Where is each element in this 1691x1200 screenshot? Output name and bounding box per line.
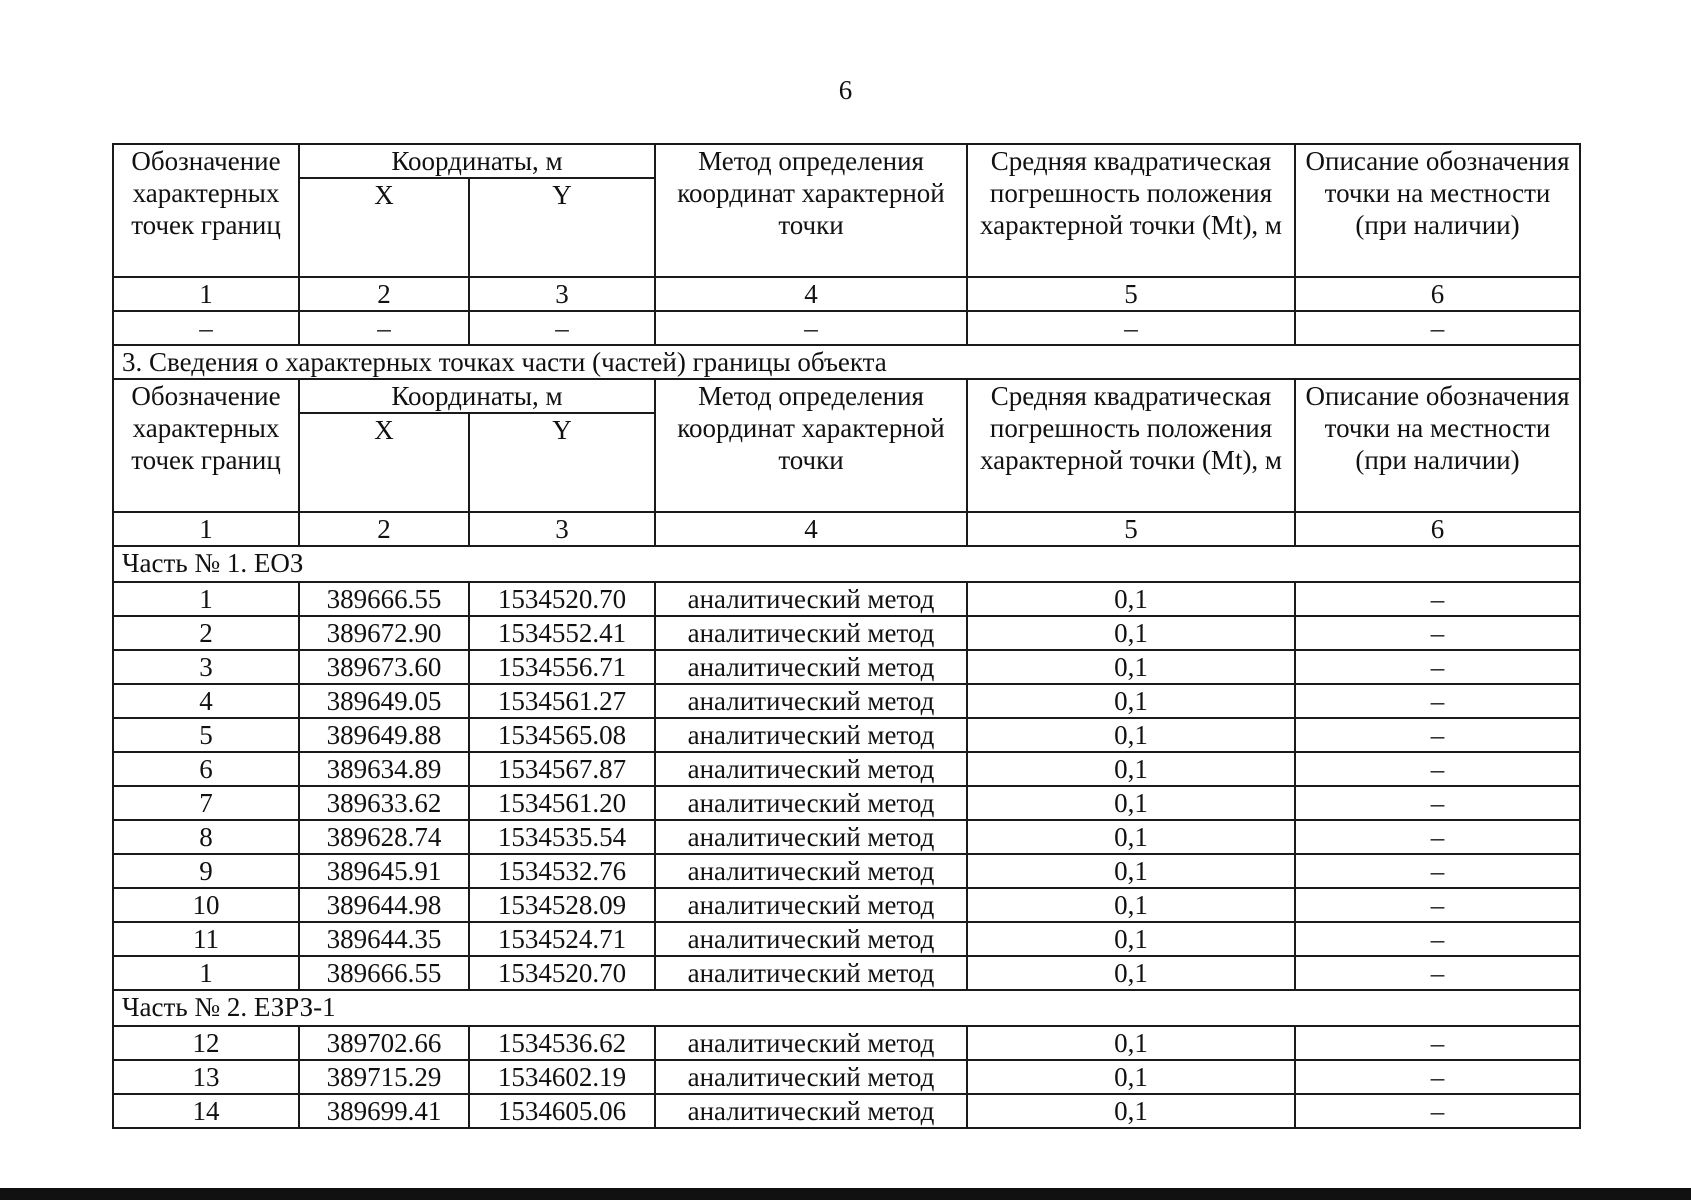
description-cell: – [1295, 1094, 1580, 1128]
empty-cell: – [469, 311, 655, 345]
coordinate-y-cell: 1534524.71 [469, 922, 655, 956]
header-description: Описание обозначения точки на местности (при наличии) [1295, 144, 1580, 277]
method-cell: аналитический метод [655, 718, 967, 752]
table-row [113, 820, 1580, 854]
coordinate-x-cell: 389666.55 [299, 956, 469, 990]
coordinate-x-cell: 389699.41 [299, 1094, 469, 1128]
error-cell: 0,1 [967, 820, 1295, 854]
header-designation: Обозначение характерных точек границ [113, 144, 299, 277]
coordinate-y-cell: 1534532.76 [469, 854, 655, 888]
description-cell: – [1295, 582, 1580, 616]
error-cell: 0,1 [967, 888, 1295, 922]
table-row [113, 854, 1580, 888]
method-cell: аналитический метод [655, 854, 967, 888]
column-number: 3 [469, 277, 655, 311]
method-cell: аналитический метод [655, 786, 967, 820]
coordinate-y-cell: 1534552.41 [469, 616, 655, 650]
table-row [113, 786, 1580, 820]
empty-row [113, 311, 1580, 345]
error-cell: 0,1 [967, 582, 1295, 616]
header-coordinates: Координаты, м [299, 379, 655, 413]
coordinate-y-cell: 1534565.08 [469, 718, 655, 752]
coordinate-y-cell: 1534561.27 [469, 684, 655, 718]
coordinate-x-cell: 389628.74 [299, 820, 469, 854]
description-cell: – [1295, 854, 1580, 888]
column-number: 3 [469, 512, 655, 546]
point-number-cell: 14 [113, 1094, 299, 1128]
point-number-cell: 9 [113, 854, 299, 888]
coordinate-y-cell: 1534605.06 [469, 1094, 655, 1128]
description-cell: – [1295, 1026, 1580, 1060]
part-title: Часть № 2. ЕЗРЗ-1 [113, 990, 1580, 1026]
point-number-cell: 2 [113, 616, 299, 650]
section-title: 3. Сведения о характерных точках части (частей) границы объекта [113, 345, 1580, 379]
method-cell: аналитический метод [655, 752, 967, 786]
point-number-cell: 8 [113, 820, 299, 854]
description-cell: – [1295, 718, 1580, 752]
method-cell: аналитический метод [655, 888, 967, 922]
header-coordinates: Координаты, м [299, 144, 655, 178]
header-description: Описание обозначения точки на местности (при наличии) [1295, 379, 1580, 512]
column-number: 1 [113, 277, 299, 311]
method-cell: аналитический метод [655, 1060, 967, 1094]
method-cell: аналитический метод [655, 956, 967, 990]
header-x: X [299, 178, 469, 277]
coordinate-x-cell: 389649.05 [299, 684, 469, 718]
coordinate-x-cell: 389634.89 [299, 752, 469, 786]
point-number-cell: 10 [113, 888, 299, 922]
description-cell: – [1295, 616, 1580, 650]
header-x: X [299, 413, 469, 512]
coordinate-y-cell: 1534520.70 [469, 582, 655, 616]
error-cell: 0,1 [967, 718, 1295, 752]
coordinate-x-cell: 389649.88 [299, 718, 469, 752]
header-error: Средняя квадратическая погрешность положения характерной точки (Mt), м [967, 379, 1295, 512]
column-number: 6 [1295, 512, 1580, 546]
part-title-row [113, 546, 1580, 582]
coordinate-x-cell: 389644.98 [299, 888, 469, 922]
header-row [113, 379, 1580, 413]
description-cell: – [1295, 888, 1580, 922]
error-cell: 0,1 [967, 956, 1295, 990]
point-number-cell: 12 [113, 1026, 299, 1060]
error-cell: 0,1 [967, 684, 1295, 718]
table-row [113, 956, 1580, 990]
method-cell: аналитический метод [655, 820, 967, 854]
table-row [113, 1060, 1580, 1094]
error-cell: 0,1 [967, 1060, 1295, 1094]
empty-cell: – [967, 311, 1295, 345]
column-number: 4 [655, 512, 967, 546]
coordinate-y-cell: 1534528.09 [469, 888, 655, 922]
method-cell: аналитический метод [655, 582, 967, 616]
column-number: 2 [299, 512, 469, 546]
header-method: Метод определения координат характерной точки [655, 379, 967, 512]
table-row [113, 718, 1580, 752]
table-row [113, 582, 1580, 616]
description-cell: – [1295, 752, 1580, 786]
coordinate-y-cell: 1534561.20 [469, 786, 655, 820]
table-row [113, 616, 1580, 650]
scan-edge-bar [0, 1188, 1691, 1200]
column-number: 1 [113, 512, 299, 546]
coordinate-y-cell: 1534602.19 [469, 1060, 655, 1094]
header-method: Метод определения координат характерной точки [655, 144, 967, 277]
coordinate-y-cell: 1534535.54 [469, 820, 655, 854]
method-cell: аналитический метод [655, 1026, 967, 1060]
column-number-row [113, 512, 1580, 546]
point-number-cell: 3 [113, 650, 299, 684]
coordinate-x-cell: 389666.55 [299, 582, 469, 616]
page-number: 6 [838, 75, 853, 105]
section-title-row [113, 345, 1580, 379]
empty-cell: – [655, 311, 967, 345]
coordinate-y-cell: 1534536.62 [469, 1026, 655, 1060]
error-cell: 0,1 [967, 616, 1295, 650]
point-number-cell: 11 [113, 922, 299, 956]
point-number-cell: 5 [113, 718, 299, 752]
table-body [113, 144, 1580, 1128]
empty-cell: – [1295, 311, 1580, 345]
part-title: Часть № 1. ЕОЗ [113, 546, 1580, 582]
column-number: 4 [655, 277, 967, 311]
header-row [113, 144, 1580, 178]
table-row [113, 1094, 1580, 1128]
coordinate-x-cell: 389633.62 [299, 786, 469, 820]
table-row [113, 684, 1580, 718]
column-number-row [113, 277, 1580, 311]
method-cell: аналитический метод [655, 684, 967, 718]
point-number-cell: 1 [113, 582, 299, 616]
coordinate-y-cell: 1534520.70 [469, 956, 655, 990]
description-cell: – [1295, 1060, 1580, 1094]
method-cell: аналитический метод [655, 1094, 967, 1128]
point-number-cell: 6 [113, 752, 299, 786]
table-row [113, 650, 1580, 684]
header-designation: Обозначение характерных точек границ [113, 379, 299, 512]
description-cell: – [1295, 786, 1580, 820]
header-y: Y [469, 413, 655, 512]
coordinate-y-cell: 1534567.87 [469, 752, 655, 786]
error-cell: 0,1 [967, 922, 1295, 956]
error-cell: 0,1 [967, 752, 1295, 786]
point-number-cell: 7 [113, 786, 299, 820]
coordinate-x-cell: 389644.35 [299, 922, 469, 956]
column-number: 5 [967, 277, 1295, 311]
description-cell: – [1295, 956, 1580, 990]
coordinate-x-cell: 389702.66 [299, 1026, 469, 1060]
empty-cell: – [299, 311, 469, 345]
column-number: 5 [967, 512, 1295, 546]
error-cell: 0,1 [967, 650, 1295, 684]
table-row [113, 922, 1580, 956]
error-cell: 0,1 [967, 1094, 1295, 1128]
empty-cell: – [113, 311, 299, 345]
error-cell: 0,1 [967, 1026, 1295, 1060]
description-cell: – [1295, 820, 1580, 854]
table-row [113, 1026, 1580, 1060]
description-cell: – [1295, 650, 1580, 684]
coordinate-x-cell: 389715.29 [299, 1060, 469, 1094]
description-cell: – [1295, 922, 1580, 956]
header-y: Y [469, 178, 655, 277]
coordinate-x-cell: 389645.91 [299, 854, 469, 888]
description-cell: – [1295, 684, 1580, 718]
boundary-points-table [112, 143, 1581, 1129]
method-cell: аналитический метод [655, 650, 967, 684]
error-cell: 0,1 [967, 786, 1295, 820]
point-number-cell: 4 [113, 684, 299, 718]
error-cell: 0,1 [967, 854, 1295, 888]
point-number-cell: 1 [113, 956, 299, 990]
coordinate-x-cell: 389673.60 [299, 650, 469, 684]
method-cell: аналитический метод [655, 616, 967, 650]
column-number: 6 [1295, 277, 1580, 311]
column-number: 2 [299, 277, 469, 311]
method-cell: аналитический метод [655, 922, 967, 956]
coordinate-y-cell: 1534556.71 [469, 650, 655, 684]
point-number-cell: 13 [113, 1060, 299, 1094]
table-row [113, 752, 1580, 786]
part-title-row [113, 990, 1580, 1026]
table-row [113, 888, 1580, 922]
header-error: Средняя квадратическая погрешность положения характерной точки (Mt), м [967, 144, 1295, 277]
coordinate-x-cell: 389672.90 [299, 616, 469, 650]
